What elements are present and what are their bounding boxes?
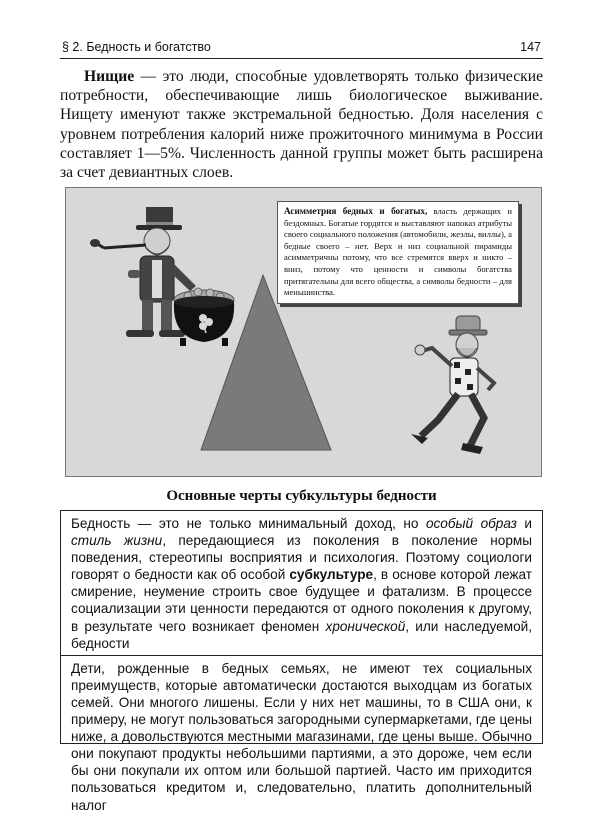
intro-text: — это люди, способные удовлетворять только физические потребности, обеспечивающие лишь биологическое выживание. Нищету именуют также экстремальной бедностью. Доля населения с уровнем потребления калорий ниже прожиточного минимума в России составляет 1—5%. Численность данной группы может быть расширена за счет девиантных слоев. [60, 68, 543, 182]
intro-paragraph [60, 67, 543, 182]
cell1-text: , или наследуемой, бедности [71, 618, 533, 651]
cell1-italic-lifestyle: стиль жизни [71, 533, 163, 549]
illustration [65, 187, 542, 477]
box-cell-definition [61, 511, 542, 655]
term-bold: Нищие [84, 68, 135, 85]
page-number: 147 [520, 40, 541, 54]
cell1-text: , в основе которой лежат смирение, неумение строить свое будущее и фатализм. В процессе социализации эти ценности передаются от одного поколения к другому, в результате чего возникает феномен [71, 567, 532, 634]
poor-running-leprechaun-figure [411, 316, 494, 454]
cell1-text: и [516, 516, 532, 531]
cell1-italic-way: особый образ [425, 516, 517, 531]
cell1-text: , передающиеся из поколения в поколение нормы поведения, стереотипы восприятия и психология. Поэтому социологи говорят о бедности как об особой [71, 533, 533, 583]
callout-text: власть держащих и бездомных. Богатые гордятся и выставляют напоказ атрибуты своего социального положения (автомобили, жезлы, виллы), а бедные своего – нет. Верх и низ социальной пирамиды асимметричны потому, что все стремятся вверх и никто – вниз, потому что ценности и символы богатства притягательны для всего общества, а символы бедности – для меньшинства. [284, 206, 512, 298]
cell1-bold-subculture: субкультуре [289, 567, 374, 583]
running-header [60, 38, 543, 59]
poverty-subculture-box [60, 510, 543, 813]
asymmetry-callout [277, 201, 519, 304]
section-title: § 2. Бедность и богатство [62, 40, 211, 54]
pot-of-gold-icon [174, 288, 234, 346]
box-cell-children: Дети, рожденные в бедных семьях, не имеют тех социальных преимуществ, которые автоматически достаются выходцам из богатых семей. Они многого лишены. Если у них нет машины, то в США они, к примеру, не могут пользоваться загородными супермаркетами, где цены ниже, а довольствуются местными магазинами, где цены выше. Обычно они покупают продукты небольшими партиями, а это дороже, чем если бы они покупали их оптом или большой партией. Часто им приходится пользоваться кредитом и, следовательно, платить дополнительный налог [61, 655, 542, 817]
cell1-text: Бедность — это не только минимальный доход, но [71, 516, 426, 531]
callout-title: Асимметрия бедных и богатых, [284, 206, 428, 216]
cell1-italic-chronic: хронической [325, 618, 406, 634]
box-title: Основные черты субкультуры бедности [166, 488, 437, 504]
